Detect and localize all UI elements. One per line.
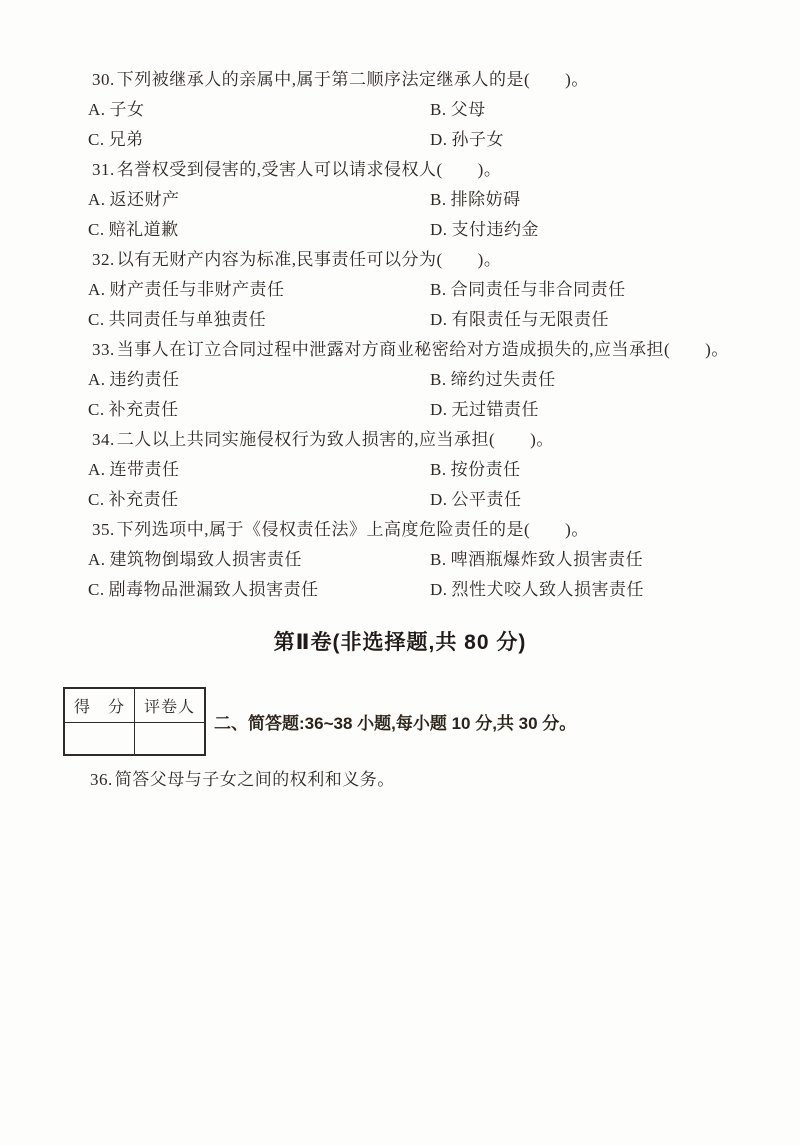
question-35 [0, 515, 800, 605]
option-a [88, 95, 430, 125]
option-label: C. [88, 580, 105, 599]
question-30 [0, 65, 800, 155]
option-label: A. [88, 100, 106, 119]
question-text: 当事人在订立合同过程中泄露对方商业秘密给对方造成损失的,应当承担( )。 [116, 340, 729, 359]
question-text: 名誉权受到侵害的,受害人可以请求侵权人( )。 [116, 160, 502, 179]
question-32 [0, 245, 800, 335]
option-text: 建筑物倒塌致人损害责任 [109, 550, 303, 569]
option-b [430, 95, 800, 125]
option-text: 无过错责任 [451, 400, 540, 419]
option-a [88, 545, 430, 575]
option-label: D. [430, 580, 448, 599]
score-blank-cell [65, 723, 135, 754]
question-text: 简答父母与子女之间的权利和义务。 [114, 770, 395, 789]
question-31 [0, 155, 800, 245]
option-label: D. [430, 220, 448, 239]
option-label: C. [88, 130, 105, 149]
option-label: A. [88, 190, 106, 209]
score-table [63, 687, 206, 756]
option-b [430, 365, 800, 395]
option-label: D. [430, 490, 448, 509]
option-c [88, 215, 430, 245]
option-label: C. [88, 310, 105, 329]
option-a [88, 185, 430, 215]
option-d [430, 575, 800, 605]
option-a [88, 455, 430, 485]
option-label: A. [88, 460, 106, 479]
question-number: 33. [92, 340, 115, 359]
option-text: 子女 [109, 100, 145, 119]
option-text: 合同责任与非合同责任 [450, 280, 626, 299]
option-label: B. [430, 280, 447, 299]
option-label: A. [88, 370, 106, 389]
option-label: D. [430, 400, 448, 419]
score-label-cell: 得 分 [65, 689, 135, 723]
option-text: 连带责任 [109, 460, 180, 479]
question-stem [0, 155, 800, 185]
option-text: 缔约过失责任 [450, 370, 556, 389]
section2-instruction: 二、简答题:36~38 小题,每小题 10 分,共 30 分。 [214, 714, 577, 733]
question-33 [0, 335, 800, 425]
question-34 [0, 425, 800, 515]
option-text: 按份责任 [450, 460, 521, 479]
option-text: 支付违约金 [451, 220, 540, 239]
option-c [88, 305, 430, 335]
question-number: 32. [92, 250, 115, 269]
question-number: 35. [92, 520, 115, 539]
option-text: 孙子女 [451, 130, 505, 149]
question-stem [0, 425, 800, 455]
option-b [430, 455, 800, 485]
question-number: 31. [92, 160, 115, 179]
question-text: 下列被继承人的亲属中,属于第二顺序法定继承人的是( )。 [116, 70, 589, 89]
option-label: B. [430, 460, 447, 479]
options-grid [0, 365, 800, 425]
option-c [88, 485, 430, 515]
option-c [88, 125, 430, 155]
options-grid [0, 95, 800, 155]
question-36 [90, 769, 395, 791]
question-number: 30. [92, 70, 115, 89]
question-stem [0, 515, 800, 545]
option-a [88, 365, 430, 395]
question-text: 二人以上共同实施侵权行为致人损害的,应当承担( )。 [116, 430, 554, 449]
option-text: 父母 [450, 100, 486, 119]
option-b [430, 185, 800, 215]
option-c [88, 395, 430, 425]
option-text: 补充责任 [108, 490, 179, 509]
option-label: B. [430, 370, 447, 389]
option-b [430, 275, 800, 305]
option-text: 共同责任与单独责任 [108, 310, 267, 329]
question-number: 34. [92, 430, 115, 449]
option-d [430, 485, 800, 515]
option-label: A. [88, 550, 106, 569]
option-d [430, 125, 800, 155]
option-d [430, 305, 800, 335]
option-b [430, 545, 800, 575]
option-text: 公平责任 [451, 490, 522, 509]
options-grid [0, 545, 800, 605]
multiple-choice-area [0, 65, 800, 659]
option-text: 剧毒物品泄漏致人损害责任 [108, 580, 319, 599]
option-text: 返还财产 [109, 190, 180, 209]
question-number: 36. [90, 770, 113, 789]
options-grid [0, 185, 800, 245]
option-label: A. [88, 280, 106, 299]
option-c [88, 575, 430, 605]
option-label: B. [430, 190, 447, 209]
option-text: 补充责任 [108, 400, 179, 419]
option-label: D. [430, 310, 448, 329]
option-text: 啤酒瓶爆炸致人损害责任 [450, 550, 644, 569]
option-label: C. [88, 220, 105, 239]
option-text: 赔礼道歉 [108, 220, 179, 239]
option-a [88, 275, 430, 305]
question-stem [0, 335, 800, 365]
option-label: D. [430, 130, 448, 149]
section2-title: 第Ⅱ卷(非选择题,共 80 分) [273, 631, 527, 654]
option-label: C. [88, 490, 105, 509]
option-text: 有限责任与无限责任 [451, 310, 610, 329]
option-d [430, 215, 800, 245]
option-d [430, 395, 800, 425]
option-label: B. [430, 550, 447, 569]
option-text: 违约责任 [109, 370, 180, 389]
grader-blank-cell [135, 723, 204, 754]
option-text: 烈性犬咬人致人损害责任 [451, 580, 645, 599]
option-text: 排除妨碍 [450, 190, 521, 209]
option-text: 财产责任与非财产责任 [109, 280, 285, 299]
option-label: C. [88, 400, 105, 419]
question-text: 以有无财产内容为标准,民事责任可以分为( )。 [116, 250, 502, 269]
question-stem [0, 245, 800, 275]
option-text: 兄弟 [108, 130, 144, 149]
question-text: 下列选项中,属于《侵权责任法》上高度危险责任的是( )。 [116, 520, 589, 539]
option-label: B. [430, 100, 447, 119]
options-grid [0, 275, 800, 335]
options-grid [0, 455, 800, 515]
question-stem [0, 65, 800, 95]
grader-label-cell: 评卷人 [135, 689, 204, 723]
